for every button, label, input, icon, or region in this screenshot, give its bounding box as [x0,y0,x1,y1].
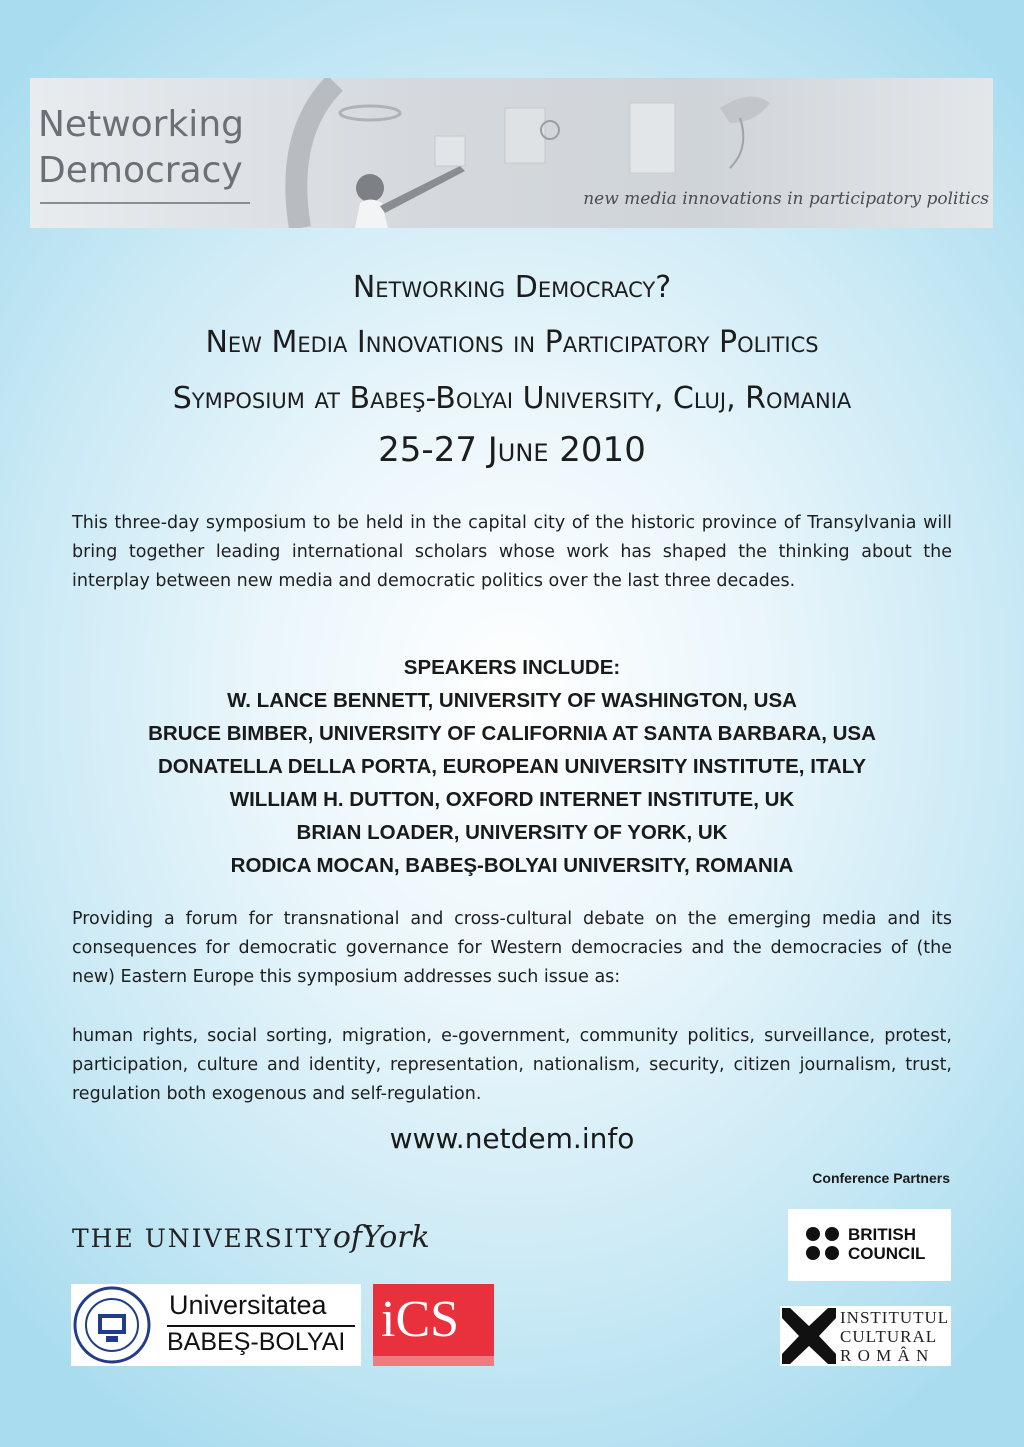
speaker-item: BRUCE BIMBER, UNIVERSITY OF CALIFORNIA AT SANTA BARBARA, USA [148,722,876,745]
york-university: UNIVERSITY [144,1224,333,1253]
ubb-line1: Universitatea [169,1290,327,1320]
ubb-seal-icon [73,1286,151,1364]
topics-paragraph: human rights, social sorting, migration, e-government, community politics, surveillance, protest, participation, culture and identity, representation, nationalism, security, citizen journalism, trust, regulation both exogenous and self-regulation. [72,1026,952,1104]
brand-underline [40,202,250,204]
british-council-dots-icon [805,1226,843,1264]
speaker-item: WILLIAM H. DUTTON, OXFORD INTERNET INSTITUTE, UK [229,788,795,811]
header-banner [30,78,993,228]
speaker-item: DONATELLA DELLA PORTA, EUROPEAN UNIVERSITY INSTITUTE, ITALY [157,755,867,778]
event-date: 25-27 June 2010 [378,430,646,470]
icr-line2: CULTURAL [840,1327,938,1346]
icr-line1: INSTITUTUL [840,1308,950,1327]
ubb-line2: BABEŞ-BOLYAI [167,1328,346,1356]
york-of: of [332,1220,362,1255]
ics-bar [373,1356,494,1366]
website-link[interactable]: www.netdem.info [389,1122,635,1155]
babes-bolyai-logo [71,1284,361,1366]
brand-line1: Networking [38,104,244,145]
banner-tagline: new media innovations in participatory politics [583,189,989,209]
speaker-item: BRIAN LOADER, UNIVERSITY OF YORK, UK [296,821,728,844]
speakers-list [0,651,1024,882]
bc-line2: COUNCIL [848,1244,926,1263]
title-line-1: Networking Democracy? [352,270,672,305]
speakers-title: SPEAKERS INCLUDE: [403,656,621,679]
british-council-logo [788,1209,951,1281]
university-of-york-logo [72,1220,430,1255]
banner-brand [38,102,244,194]
speaker-item: RODICA MOCAN, BABEŞ-BOLYAI UNIVERSITY, ROMANIA [230,854,794,877]
partners-label: Conference Partners [812,1170,950,1186]
ubb-divider [167,1325,355,1327]
york-the: THE [72,1224,135,1253]
institutul-cultural-roman-logo [780,1306,951,1366]
icr-cross-icon [782,1308,836,1364]
intro-paragraph: This three-day symposium to be held in the capital city of the historic province of Transylvania will bring together leading international scholars whose work has shaped the thinking about the interplay between new media and democratic politics over the last three decades. [72,513,952,591]
ics-logo [373,1284,494,1366]
icr-text [840,1308,949,1365]
forum-paragraph: Providing a forum for transnational and cross-cultural debate on the emerging media and its consequences for democratic governance for Western democracies and the democracies of (the new) Eastern Europe this symposium addresses such issue as: [72,909,952,987]
british-council-text [848,1225,925,1263]
york-name: York [362,1220,430,1255]
title-line-3: Symposium at Babeş-Bolyai University, Cluj, Romania [172,381,852,416]
title-line-2: New Media Innovations in Participatory Politics [205,325,819,360]
speaker-item: W. LANCE BENNETT, UNIVERSITY OF WASHINGTON, USA [227,689,797,712]
ics-text: iCS [381,1291,460,1348]
brand-line2: Democracy [38,150,243,191]
icr-line3: R O M Â N [840,1346,930,1365]
bc-line1: BRITISH [848,1225,916,1244]
